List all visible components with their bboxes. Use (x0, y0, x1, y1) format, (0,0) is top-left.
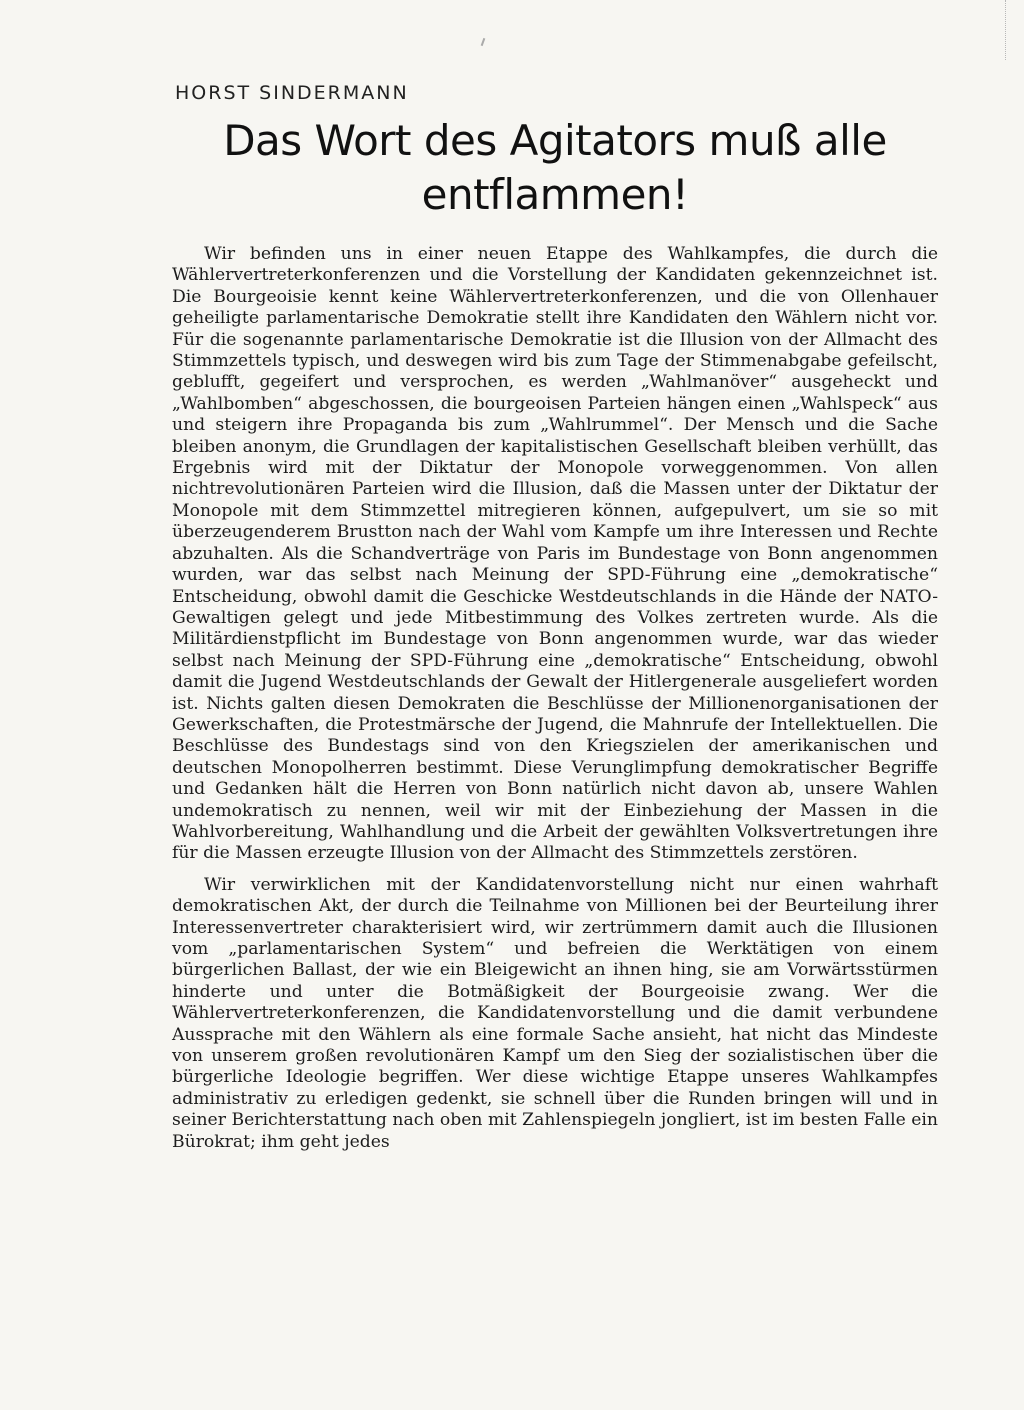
author-name: HORST SINDERMANN (175, 82, 409, 104)
article-title: Das Wort des Agitators muß alle entflammen! (223, 116, 887, 219)
article-body (172, 244, 938, 1163)
paragraph: Wir verwirklichen mit der Kandidatenvorstellung nicht nur einen wahrhaft demokratischen Akt, der durch die Teilnahme von Millionen bei der Beurteilung ihrer Interessenvertreter charakterisiert wird, wir zertrümmern damit auch die Illusionen vom „parlamentarischen System“ und befreien die Werktätigen von einem bürgerlichen Ballast, der wie ein Bleigewicht an ihnen hing, sie am Vorwärtsstürmen hinderte und unter die Botmäßigkeit der Bourgeoisie zwang. Wer die Wählervertreterkonferenzen, die Kandidatenvorstellung und die damit verbundene Aussprache mit den Wählern als eine formale Sache ansieht, hat nicht das Mindeste von unserem großen revolutionären Kampf um den Sieg der sozialistischen über die bürgerliche Ideologie begriffen. Wer diese wichtige Etappe unseres Wahlkampfes administrativ zu erledigen gedenkt, sie schnell über die Runden bringen will und in seiner Berichterstattung nach oben mit Zahlenspiegeln jongliert, ist im besten Falle ein Bürokrat; ihm geht jedes (172, 874, 938, 1152)
scan-speck (481, 38, 486, 46)
paragraph: Wir befinden uns in einer neuen Etappe des Wahlkampfes, die durch die Wählervertreterkonferenzen und die Vorstellung der Kandidaten gekennzeichnet ist. Die Bourgeoisie kennt keine Wählervertreterkonferenzen, und die von Ollenhauer geheiligte parlamentarische Demokratie stellt ihre Kandidaten den Wählern nicht vor. Für die sogenannte parlamentarische Demokratie ist die Illusion von der Allmacht des Stimmzettels typisch, und deswegen wird bis zum Tage der Stimmenabgabe gefeilscht, geblufft, gegeifert und versprochen, es werden „Wahlmanöver“ ausgeheckt und „Wahlbomben“ abgeschossen, die bourgeoisen Parteien hängen einen „Wahlspeck“ aus und steigern ihre Propaganda bis zum „Wahlrummel“. Der Mensch und die Sache bleiben anonym, die Grundlagen der kapitalistischen Gesellschaft bleiben verhüllt, das Ergebnis wird mit der Diktatur der Monopole vorweggenommen. Von allen nichtrevolutionären Parteien wird die Illusion, daß die Massen unter der Diktatur der Monopole mit dem Stimmzettel mitregieren können, aufgepulvert, um sie so mit überzeugenderem Brustton nach der Wahl vom Kampfe um ihre Interessen und Rechte abzuhalten. Als die Schandverträge von Paris im Bundestage von Bonn angenommen wurden, war das selbst nach Meinung der SPD-Führung eine „demokratische“ Entscheidung, obwohl damit die Geschicke Westdeutschlands in die Hände der NATO-Gewaltigen gelegt und jede Mitbestimmung des Volkes zertreten wurde. Als die Militärdienstpflicht im Bundestage von Bonn angenommen wurde, war das wieder selbst nach Meinung der SPD-Führung eine „demokratische“ Entscheidung, obwohl damit die Jugend Westdeutschlands der Gewalt der Hitlergenerale ausgeliefert worden ist. Nichts galten diesen Demokraten die Beschlüsse der Millionenorganisationen der Gewerkschaften, die Protestmärsche der Jugend, die Mahnrufe der Intellektuellen. Die Beschlüsse des Bundestags sind von den Kriegszielen der amerikanischen und deutschen Monopolherren bestimmt. Diese Verunglimpfung demokratischer Begriffe und Gedanken hält die Herren von Bonn natürlich nicht davon ab, unsere Wahlen undemokratisch zu nennen, weil wir mit der Einbeziehung der Massen in die Wahlvorbereitung, Wahlhandlung und die Arbeit der gewählten Volksvertretungen ihre für die Massen erzeugte Illusion von der Allmacht des Stimmzettels zerstören. (172, 244, 938, 864)
margin-mark (999, 0, 1006, 60)
